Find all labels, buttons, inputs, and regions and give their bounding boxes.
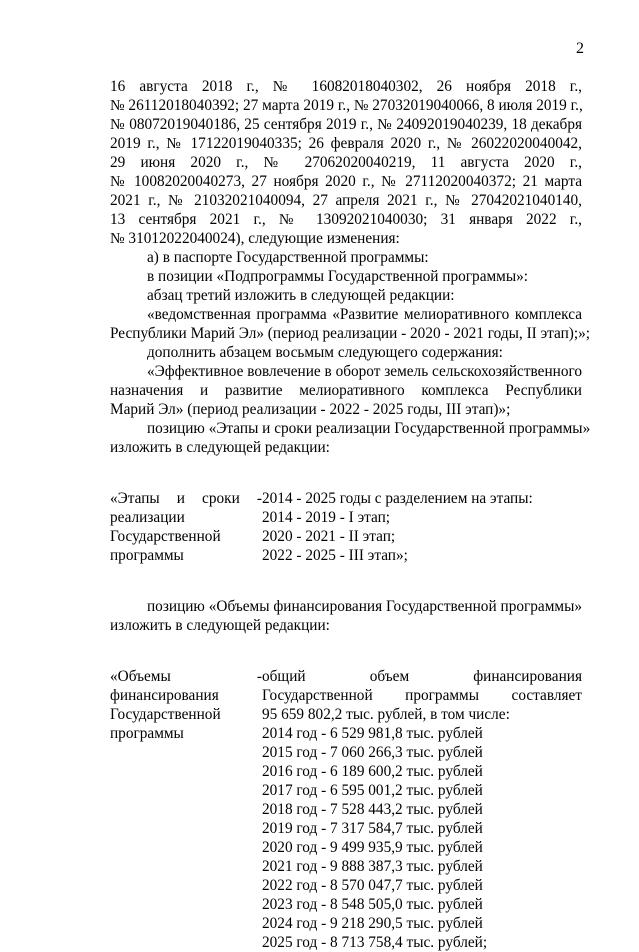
position-stages-cont: изложить в следующей редакции: [110, 439, 330, 456]
intro-line: № 26112018040392; 27 марта 2019 г., № 27032019040066, 8 июля 2019 г., [110, 97, 583, 114]
intro-line: № 08072019040186, 25 сентября 2019 г., № 24092019040239, 18 декабря [110, 116, 582, 133]
year-line: 2017 год - 6 595 001,2 тыс. рублей [262, 782, 483, 799]
year-line: 2022 год - 8 570 047,7 тыс. рублей [262, 877, 483, 894]
value-line: общий объем финансирования [262, 668, 582, 685]
volumes-table [110, 667, 582, 952]
add-paragraph: дополнить абзацем восьмым следующего содержания: [147, 344, 503, 361]
volumes-table-label [110, 667, 262, 952]
document-body [110, 77, 591, 952]
year-line: 2023 год - 8 548 505,0 тыс. рублей [262, 896, 483, 913]
position-subprograms: в позиции «Подпрограммы Государственной программы»: [147, 268, 529, 285]
value-line: 2014 - 2025 годы с разделением на этапы: [262, 490, 533, 507]
quote-line: «Эффективное вовлечение в оборот земель сельскохозяйственного [147, 363, 583, 380]
stages-table [110, 489, 582, 565]
year-line: 2025 год - 8 713 758,4 тыс. рублей; [262, 934, 488, 951]
label-word: «Объемы [110, 668, 171, 685]
year-line: 2014 год - 6 529 981,8 тыс. рублей [262, 725, 483, 742]
total-line: 95 659 802,2 тыс. рублей, в том числе: [262, 706, 510, 723]
year-line: 2021 год - 9 888 387,3 тыс. рублей [262, 858, 483, 875]
year-line: 2015 год - 7 060 266,3 тыс. рублей [262, 744, 483, 761]
label-dash: - [256, 490, 262, 507]
intro-line: 2021 г., № 21032021040094, 27 апреля 2021 г., № 27042021040140, [110, 192, 582, 209]
quote-effective [110, 362, 582, 419]
intro-line: 29 июня 2020 г., № 27062020040219, 11 августа 2020 г., [110, 154, 582, 171]
label-line: программы [110, 725, 184, 742]
quote-line: «ведомственная программа «Развитие мелиоративного комплекса [147, 306, 582, 323]
quote-line: Республики Марий Эл» (период реализации - 2020 - 2021 годы, II этап);»; [110, 325, 591, 342]
year-line: 2018 год - 7 528 443,2 тыс. рублей [262, 801, 483, 818]
years-list [262, 724, 582, 952]
paragraph-third: абзац третий изложить в следующей редакции: [147, 287, 455, 304]
label-word: сроки [202, 490, 240, 507]
quote-line: назначения и развитие мелиоративного комплекса Республики [110, 382, 582, 399]
year-line: 2020 год - 9 499 935,9 тыс. рублей [262, 839, 483, 856]
intro-line: 2019 г., № 17122019040335; 26 февраля 2020 г., № 26022020040042, [110, 135, 582, 152]
label-line: реализации [110, 509, 185, 526]
page-number: 2 [576, 40, 584, 57]
intro-line: 13 сентября 2021 г., № 13092021040030; 31 января 2022 г., [110, 211, 582, 228]
label-line: Государственной [110, 528, 221, 545]
year-line: 2016 год - 6 189 600,2 тыс. рублей [262, 763, 483, 780]
intro-line: 16 августа 2018 г., № 16082018040302, 26 ноября 2018 г., [110, 78, 582, 95]
label-line: программы [110, 547, 184, 564]
quote-line: Марий Эл» (период реализации - 2022 - 2025 годы, III этап)»; [110, 401, 511, 418]
item-a: а) в паспорте Государственной программы: [147, 249, 429, 266]
intro-line: № 10082020040273, 27 ноября 2020 г., № 27112020040372; 21 марта [110, 173, 582, 190]
position-volumes-cont: изложить в следующей редакции: [110, 617, 330, 634]
quote-subprogram [110, 305, 591, 343]
year-line: 2019 год - 7 317 584,7 тыс. рублей [262, 820, 483, 837]
volumes-table-value [262, 667, 582, 952]
label-word: «Этапы [110, 490, 160, 507]
intro-paragraph [110, 77, 582, 248]
label-line: Государственной [110, 706, 221, 723]
position-volumes: позицию «Объемы финансирования Государственной программы» [147, 598, 582, 615]
value-line: Государственной программы составляет [262, 687, 582, 704]
label-dash: - [256, 668, 262, 685]
stages-table-value [262, 489, 582, 565]
stages-table-label [110, 489, 262, 565]
label-line: финансирования [110, 687, 219, 704]
value-line: 2022 - 2025 - III этап»; [262, 547, 408, 564]
intro-line-last: № 31012022040024), следующие изменения: [110, 230, 400, 247]
year-line: 2024 год - 9 218 290,5 тыс. рублей [262, 915, 483, 932]
value-line: 2020 - 2021 - II этап; [262, 528, 396, 545]
position-stages: позицию «Этапы и сроки реализации Государственной программы» [147, 420, 591, 437]
label-word: и [176, 490, 185, 507]
value-line: 2014 - 2019 - I этап; [262, 509, 391, 526]
